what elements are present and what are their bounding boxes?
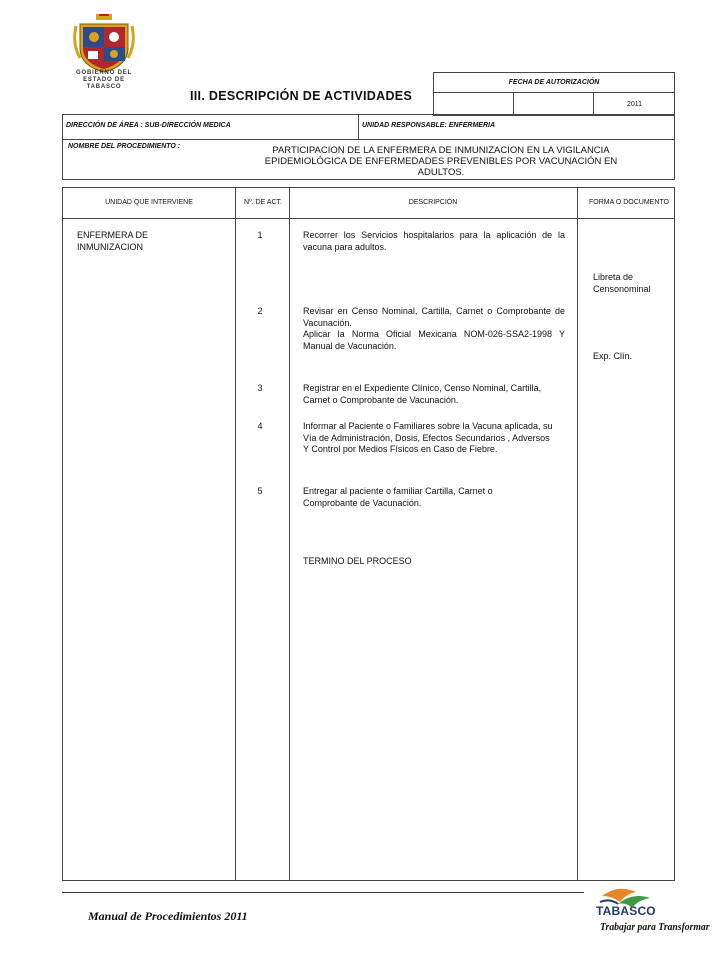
document-name: Exp. Clín. bbox=[593, 351, 633, 361]
logo-text: GOBIERNO DEL ESTADO DE TABASCO bbox=[76, 70, 132, 90]
page-title: III. DESCRIPCIÓN DE ACTIVIDADES bbox=[190, 89, 413, 103]
activity-description: Revisar en Censo Nominal, Cartilla, Carnet o Comprobante de Vacunación. bbox=[303, 306, 565, 328]
manual-footer-text: Manual de Procedimientos 2011 bbox=[88, 909, 248, 923]
authorization-label: FECHA DE AUTORIZACIÓN bbox=[434, 73, 674, 93]
process-end-text: TERMINO DEL PROCESO bbox=[303, 556, 412, 566]
header-act-number: Nº. DE ACT. bbox=[244, 199, 282, 206]
activity-description: Registrar en el Expediente Clínico, Censo Nominal, Cartilla, Carnet o Comprobante de Vacunación. bbox=[303, 383, 542, 405]
procedure-row bbox=[62, 140, 675, 180]
auth-day-cell bbox=[434, 93, 514, 116]
header-description: DESCRIPCIÓN bbox=[408, 199, 458, 206]
footer-rule bbox=[62, 892, 584, 893]
direction-row bbox=[62, 114, 675, 140]
direction-label: DIRECCIÓN DE ÁREA : SUB-DIRECCIÓN MEDICA bbox=[63, 115, 359, 139]
activities-table bbox=[62, 187, 675, 881]
header-document: FORMA O DOCUMENTO bbox=[589, 199, 669, 206]
column-divider bbox=[577, 188, 578, 880]
brand-slogan: Trabajar para Transformar bbox=[600, 921, 710, 933]
auth-month-cell bbox=[514, 93, 594, 116]
activity-number: 3 bbox=[257, 383, 263, 393]
activity-number: 2 bbox=[257, 306, 263, 316]
column-divider bbox=[235, 188, 236, 880]
authorization-year: 2011 bbox=[626, 101, 643, 108]
authorization-box bbox=[433, 72, 675, 116]
intervening-unit: ENFERMERA DE INMUNIZACION bbox=[77, 230, 149, 252]
activity-description: Entregar al paciente o familiar Cartilla, Carnet o Comprobante de Vacunación. bbox=[303, 486, 493, 508]
activity-description: Informar al Paciente o Familiares sobre la Vacuna aplicada, su Vía de Administración, Dosis, Efectos Secundarios , Adversos Y Control por Medios Físicos en Caso de Fiebre. bbox=[303, 421, 553, 454]
header-unit: UNIDAD QUE INTERVIENE bbox=[105, 199, 193, 206]
activity-description: Recorrer los Servicios hospitalarios para la aplicación de la vacuna para adultos. bbox=[303, 230, 565, 252]
procedure-label: NOMBRE DEL PROCEDIMIENTO : bbox=[68, 143, 181, 150]
procedure-name: PARTICIPACION DE LA ENFERMERA DE INMUNIZACION EN LA VIGILANCIA EPIDEMIOLÓGICA DE ENFERMEDADES PREVENIBLES POR VACUNACIÓN EN ADULTOS. bbox=[264, 145, 618, 178]
activity-description-extra: Aplicar la Norma Oficial Mexicana NOM-026-SSA2-1998 Y Manual de Vacunación. bbox=[303, 329, 565, 351]
activity-number: 1 bbox=[257, 230, 263, 240]
activity-number: 4 bbox=[257, 421, 263, 431]
responsible-unit-label: UNIDAD RESPONSABLE: ENFERMERIA bbox=[362, 122, 496, 129]
activity-number: 5 bbox=[257, 486, 263, 496]
table-header-divider bbox=[63, 218, 674, 219]
document-name: Libreta de Censonominal bbox=[593, 272, 651, 294]
column-divider bbox=[289, 188, 290, 880]
brand-name: TABASCO bbox=[596, 904, 656, 918]
